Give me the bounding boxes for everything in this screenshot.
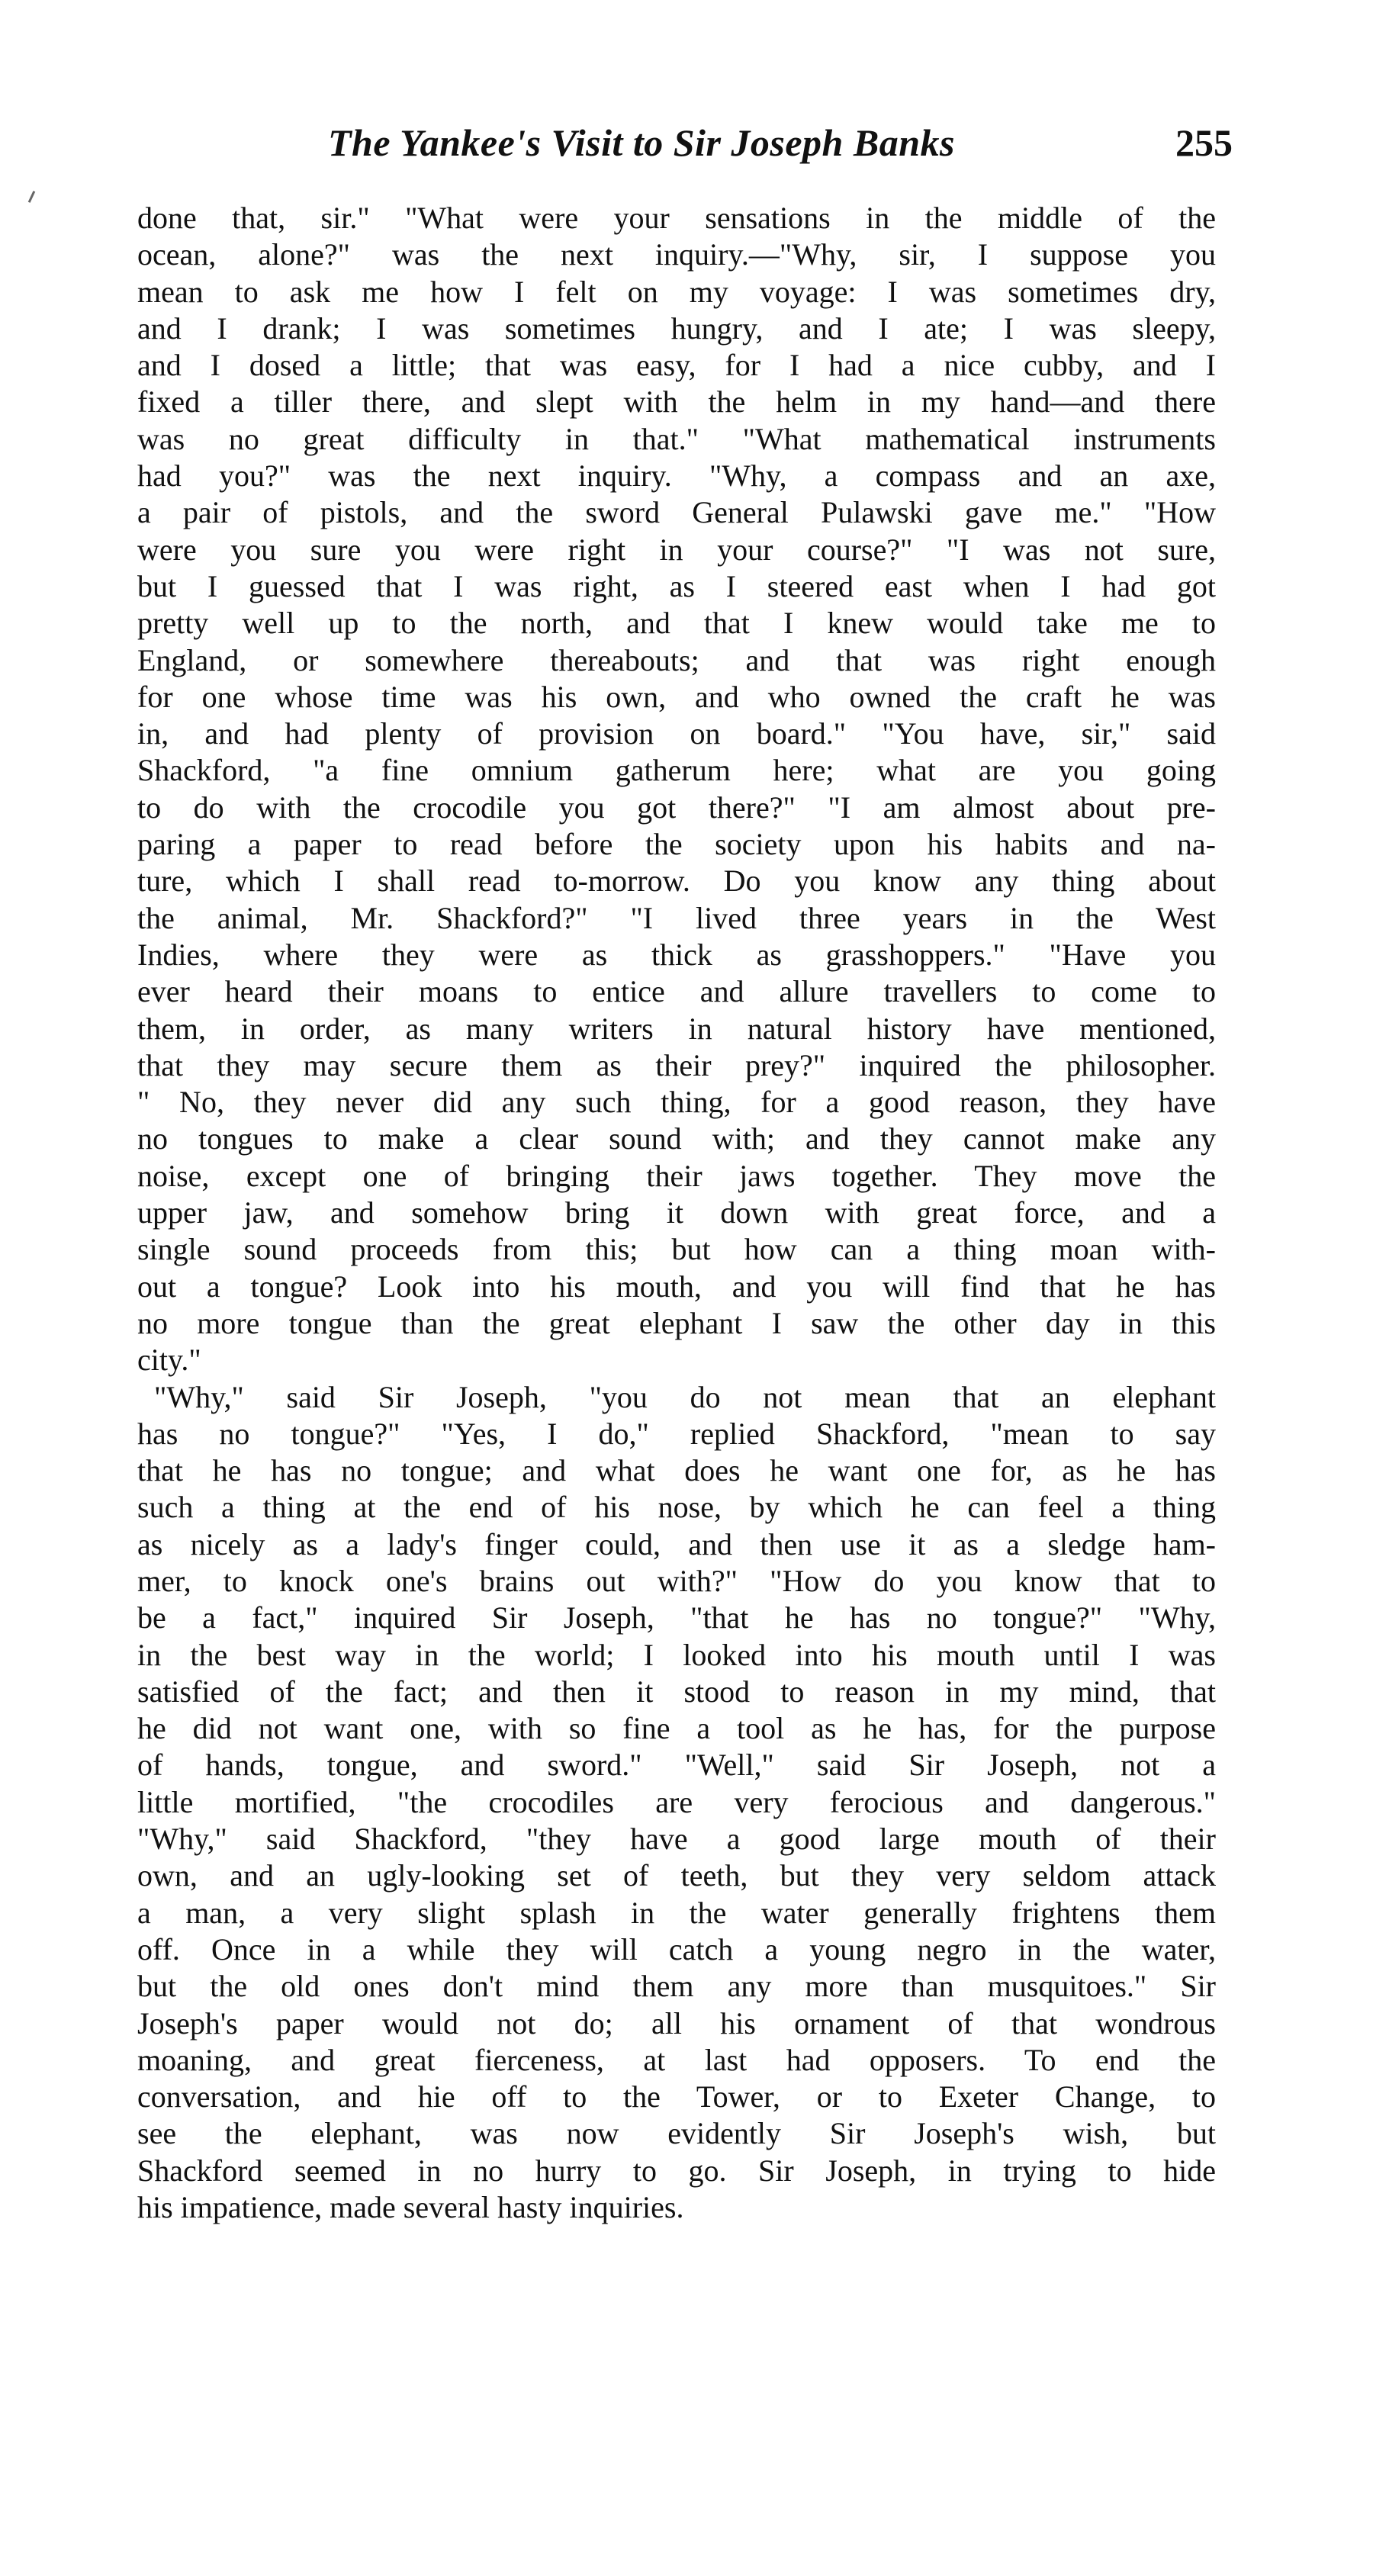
text-line: city." xyxy=(137,1343,201,1378)
text-line: own, and an ugly-looking set of teeth, but they very seldom attack xyxy=(137,1858,1216,1893)
text-line: his impatience, made several hasty inquiries. xyxy=(137,2190,684,2225)
text-line: as nicely as a lady's finger could, and then use it as a sledge ham- xyxy=(137,1526,1216,1561)
text-line: "Why," said Sir Joseph, "you do not mean that an elephant xyxy=(154,1379,1216,1414)
text-line: see the elephant, was now evidently Sir Joseph's wish, but xyxy=(137,2116,1216,2151)
text-line: and I dosed a little; that was easy, for I had a nice cubby, and I xyxy=(137,348,1216,383)
text-line: had you?" was the next inquiry. "Why, a compass and an axe, xyxy=(137,458,1216,494)
paragraph-1 xyxy=(137,200,1216,1379)
text-line: England, or somewhere thereabouts; and that was right enough xyxy=(137,642,1216,677)
text-line: in, and had plenty of provision on board." "You have, sir," said xyxy=(137,716,1216,751)
text-line: upper jaw, and somehow bring it down with great force, and a xyxy=(137,1195,1216,1230)
text-line: a pair of pistols, and the sword General Pulawski gave me." "How xyxy=(137,495,1216,530)
body-text xyxy=(137,200,1216,2226)
text-line: " No, they never did any such thing, for a good reason, they have xyxy=(137,1085,1216,1120)
text-line: that they may secure them as their prey?" inquired the philosopher. xyxy=(137,1047,1216,1082)
text-line: out a tongue? Look into his mouth, and you will find that he has xyxy=(137,1269,1216,1304)
text-line: and I drank; I was sometimes hungry, and I ate; I was sleepy, xyxy=(137,310,1216,346)
text-line: be a fact," inquired Sir Joseph, "that he has no tongue?" "Why, xyxy=(137,1600,1216,1635)
text-line: for one whose time was his own, and who owned the craft he was xyxy=(137,679,1216,714)
text-line: conversation, and hie off to the Tower, or to Exeter Change, to xyxy=(137,2079,1216,2115)
text-line: "Why," said Shackford, "they have a good large mouth of their xyxy=(137,1822,1216,1857)
page-number: 255 xyxy=(1175,121,1233,164)
text-line: such a thing at the end of his nose, by which he can feel a thing xyxy=(137,1490,1216,1525)
text-line: ever heard their moans to entice and allure travellers to come to xyxy=(137,974,1216,1009)
text-line: of hands, tongue, and sword." "Well," said Sir Joseph, not a xyxy=(137,1748,1216,1783)
running-head xyxy=(137,121,1236,174)
text-line: pretty well up to the north, and that I knew would take me to xyxy=(137,606,1216,641)
stray-mark xyxy=(28,191,35,203)
text-line: in the best way in the world; I looked into his mouth until I was xyxy=(137,1637,1216,1672)
text-line: mean to ask me how I felt on my voyage: I was sometimes dry, xyxy=(137,274,1216,309)
text-line: noise, except one of bringing their jaws together. They move the xyxy=(137,1158,1216,1193)
text-line: the animal, Mr. Shackford?" "I lived three years in the West xyxy=(137,900,1216,935)
text-line: were you sure you were right in your course?" "I was not sure, xyxy=(137,532,1216,567)
text-line: paring a paper to read before the society upon his habits and na- xyxy=(137,827,1216,862)
text-line: but the old ones don't mind them any more than musquitoes." Sir xyxy=(137,1969,1216,2004)
text-line: Indies, where they were as thick as grasshoppers." "Have you xyxy=(137,937,1216,972)
text-line: has no tongue?" "Yes, I do," replied Shackford, "mean to say xyxy=(137,1416,1216,1451)
text-line: fixed a tiller there, and slept with the helm in my hand—and there xyxy=(137,384,1216,420)
text-line: satisfied of the fact; and then it stood to reason in my mind, that xyxy=(137,1674,1216,1709)
text-line: that he has no tongue; and what does he want one for, as he has xyxy=(137,1453,1216,1488)
text-line: ocean, alone?" was the next inquiry.—"Why, sir, I suppose you xyxy=(137,237,1216,272)
text-line: them, in order, as many writers in natural history have mentioned, xyxy=(137,1011,1216,1046)
text-line: Shackford seemed in no hurry to go. Sir Joseph, in trying to hide xyxy=(137,2153,1216,2188)
text-line: Joseph's paper would not do; all his ornament of that wondrous xyxy=(137,2005,1216,2041)
paragraph-2 xyxy=(137,1379,1216,2227)
text-line: Shackford, "a fine omnium gatherum here; what are you going xyxy=(137,753,1216,788)
text-line: a man, a very slight splash in the water generally frightens them xyxy=(137,1895,1216,1930)
running-title: The Yankee's Visit to Sir Joseph Banks xyxy=(328,121,955,164)
text-line: but I guessed that I was right, as I steered east when I had got xyxy=(137,568,1216,603)
text-line: little mortified, "the crocodiles are very ferocious and dangerous." xyxy=(137,1784,1216,1819)
text-line: ture, which I shall read to-morrow. Do you know any thing about xyxy=(137,863,1216,899)
text-line: moaning, and great fierceness, at last had opposers. To end the xyxy=(137,2042,1216,2077)
text-line: single sound proceeds from this; but how can a thing moan with- xyxy=(137,1232,1216,1267)
text-line: no tongues to make a clear sound with; and they cannot make any xyxy=(137,1121,1216,1156)
text-line: off. Once in a while they will catch a young negro in the water, xyxy=(137,1931,1216,1967)
text-line: was no great difficulty in that." "What mathematical instruments xyxy=(137,421,1216,456)
text-line: mer, to knock one's brains out with?" "How do you know that to xyxy=(137,1563,1216,1598)
text-line: done that, sir." "What were your sensations in the middle of the xyxy=(137,201,1216,235)
text-line: no more tongue than the great elephant I saw the other day in this xyxy=(137,1305,1216,1340)
text-line: to do with the crocodile you got there?" "I am almost about pre- xyxy=(137,790,1216,825)
text-line: he did not want one, with so fine a tool as he has, for the purpose xyxy=(137,1711,1216,1746)
